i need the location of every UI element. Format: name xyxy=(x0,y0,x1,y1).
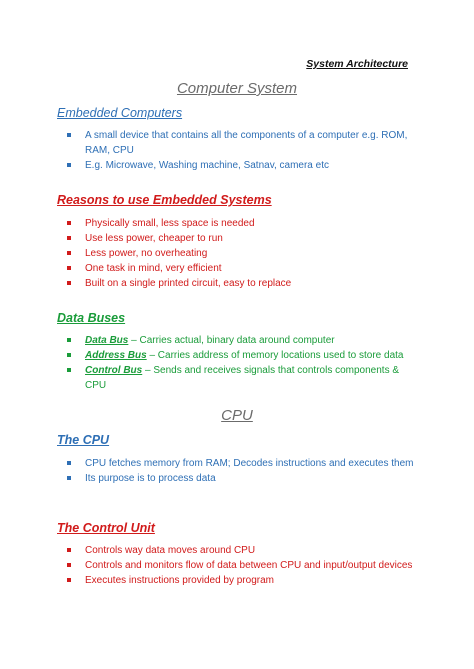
square-bullet-icon xyxy=(67,281,71,285)
square-bullet-icon xyxy=(67,251,71,255)
list-item: One task in mind, very efficient xyxy=(57,261,417,276)
list-item: Physically small, less space is needed xyxy=(57,216,417,231)
square-bullet-icon xyxy=(67,266,71,270)
cpu-list xyxy=(57,456,417,486)
list-item: Executes instructions provided by program xyxy=(57,573,417,588)
embedded-list xyxy=(57,128,417,173)
square-bullet-icon xyxy=(67,353,71,357)
buses-list xyxy=(57,333,417,393)
square-bullet-icon xyxy=(67,236,71,240)
list-item: Controls way data moves around CPU xyxy=(57,543,417,558)
bus-term: Data Bus xyxy=(85,335,129,346)
title-cpu: CPU xyxy=(221,407,253,424)
square-bullet-icon xyxy=(67,221,71,225)
list-item: CPU fetches memory from RAM; Decodes instructions and executes them xyxy=(57,456,417,471)
list-item: Address Bus – Carries address of memory locations used to store data xyxy=(57,348,417,363)
square-bullet-icon xyxy=(67,133,71,137)
square-bullet-icon xyxy=(67,461,71,465)
square-bullet-icon xyxy=(67,476,71,480)
heading-the-cpu: The CPU xyxy=(57,433,110,447)
list-item: Control Bus – Sends and receives signals that controls components & CPU xyxy=(57,363,417,393)
square-bullet-icon xyxy=(67,163,71,167)
document-header: System Architecture xyxy=(306,58,408,70)
bus-term: Control Bus xyxy=(85,365,143,376)
square-bullet-icon xyxy=(67,548,71,552)
heading-reasons-embedded: Reasons to use Embedded Systems xyxy=(57,193,272,207)
square-bullet-icon xyxy=(67,563,71,567)
list-item: Its purpose is to process data xyxy=(57,471,417,486)
list-item: Less power, no overheating xyxy=(57,246,417,261)
list-item: Use less power, cheaper to run xyxy=(57,231,417,246)
square-bullet-icon xyxy=(67,368,71,372)
list-item: Data Bus – Carries actual, binary data around computer xyxy=(57,333,417,348)
square-bullet-icon xyxy=(67,338,71,342)
heading-embedded-computers: Embedded Computers xyxy=(57,106,183,120)
list-item: A small device that contains all the components of a computer e.g. ROM, RAM, CPU xyxy=(57,128,417,158)
list-item: Controls and monitors flow of data between CPU and input/output devices xyxy=(57,558,417,573)
list-item: Built on a single printed circuit, easy to replace xyxy=(57,276,417,291)
title-computer-system: Computer System xyxy=(176,80,298,97)
square-bullet-icon xyxy=(67,578,71,582)
heading-data-buses: Data Buses xyxy=(57,311,126,325)
bus-term: Address Bus xyxy=(85,350,147,361)
heading-control-unit: The Control Unit xyxy=(57,521,155,535)
reasons-list xyxy=(57,216,417,291)
list-item: E.g. Microwave, Washing machine, Satnav, camera etc xyxy=(57,158,417,173)
control-unit-list xyxy=(57,543,417,588)
